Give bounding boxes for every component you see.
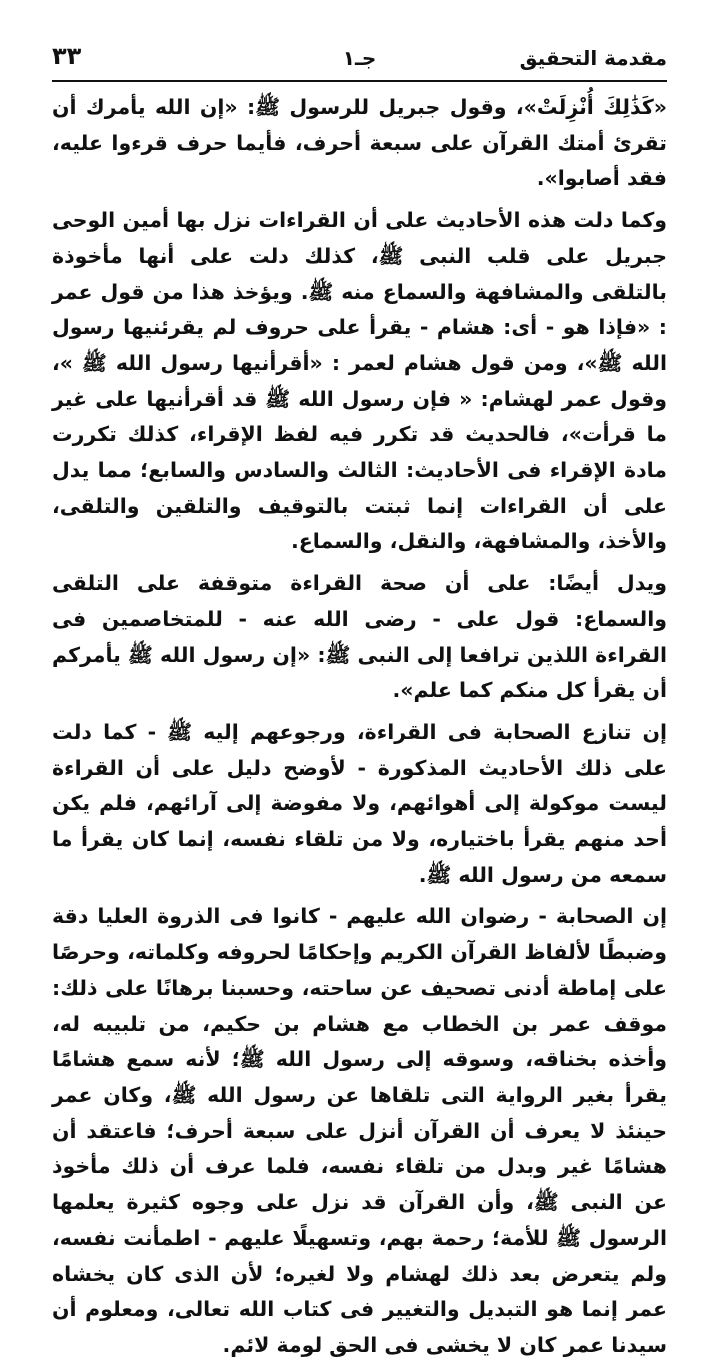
paragraph: إن الصحابة - رضوان الله عليهم - كانوا فى الذروة العليا دقة وضبطًا لألفاظ القرآن الكريم وإحكامًا لحروفه وكلماته، وحرصًا على إماطة أدنى تصحيف عن ساحته، وحسبنا برهانًا على ذلك: موقف عمر بن الخطاب مع هشام بن حكيم، من تلبيبه له، وأخذه بخناقه، وسوقه إلى رسول الله ﷺ؛ لأنه سمع هشامًا يقرأ بغير الرواية التى تلقاها عن رسول الله ﷺ، وكان عمر حينئذ لا يعرف أن القرآن أنزل على سبعة أحرف؛ فاعتقد أن هشامًا غير وبدل من تلقاء نفسه، فلما عرف أن ذلك مأخوذ عن النبى ﷺ، وأن القرآن قد نزل على وجوه كثيرة يعلمها الرسول ﷺ للأمة؛ رحمة بهم، وتسهيلًا عليهم - اطمأنت نفسه، ولم يتعرض بعد ذلك لهشام ولا لغيره؛ لأن الذى كان يخشاه عمر إنما هو التبديل والتغيير فى كتاب الله تعالى، ومعلوم أن سيدنا عمر كان لا يخشى فى الحق لومة لائم. [52, 904, 667, 1357]
main-text [52, 90, 667, 1370]
paragraph: وكما دلت هذه الأحاديث على أن القراءات نزل بها أمين الوحى جبريل على قلب النبى ﷺ، كذلك دلت على أنها مأخوذة بالتلقى والمشافهة والسماع منه ﷺ. ويؤخذ هذا من قول عمر : «فإذا هو - أى: هشام - يقرأ على حروف لم يقرئنيها رسول الله ﷺ»، ومن قول هشام لعمر : «أقرأنيها رسول الله ﷺ »، وقول عمر لهشام: « فإن رسول الله ﷺ قد أقرأنيها على غير ما قرأت»، فالحديث قد تكرر فيه لفظ الإقراء، كذلك تكررت مادة الإقراء فى الأحاديث: الثالث والسادس والسابع؛ مما يدل على أن القراءات إنما ثبتت بالتوقيف والتلقين والتلقى، والأخذ، والمشافهة، والنقل، والسماع. [52, 208, 667, 554]
paragraph: ويدل أيضًا: على أن صحة القراءة متوقفة على التلقى والسماع: قول على - رضى الله عنه - للمتخاصمين فى القراءة اللذين ترافعا إلى النبى ﷺ: «إن رسول الله ﷺ يأمركم أن يقرأ كل منكم كما علم». [52, 571, 667, 703]
paragraph: إن تنازع الصحابة فى القراءة، ورجوعهم إليه ﷺ - كما دلت على ذلك الأحاديث المذكورة - لأوضح دليل على أن القراءة ليست موكولة إلى أهوائهم، ولا مفوضة إلى آرائهم، فلم يكن أحد منهم يقرأ باختياره، ولا من تلقاء نفسه، إنما كان يقرأ ما سمعه من رسول الله ﷺ. [52, 719, 667, 887]
page-header [52, 40, 667, 80]
running-title: مقدمة التحقيق [519, 46, 667, 70]
paragraph: «كَذَٰلِكَ أُنْزِلَتْ»، وقول جبريل للرسول ﷺ: «إن الله يأمرك أن تقرئ أمتك القرآن على سبعة أحرف، فأيما حرف قرءوا عليه، فقد أصابوا». [52, 95, 667, 191]
page-number: ٣٣ [52, 42, 82, 70]
header-divider [52, 80, 667, 82]
volume-label: جـ١ [342, 46, 377, 70]
